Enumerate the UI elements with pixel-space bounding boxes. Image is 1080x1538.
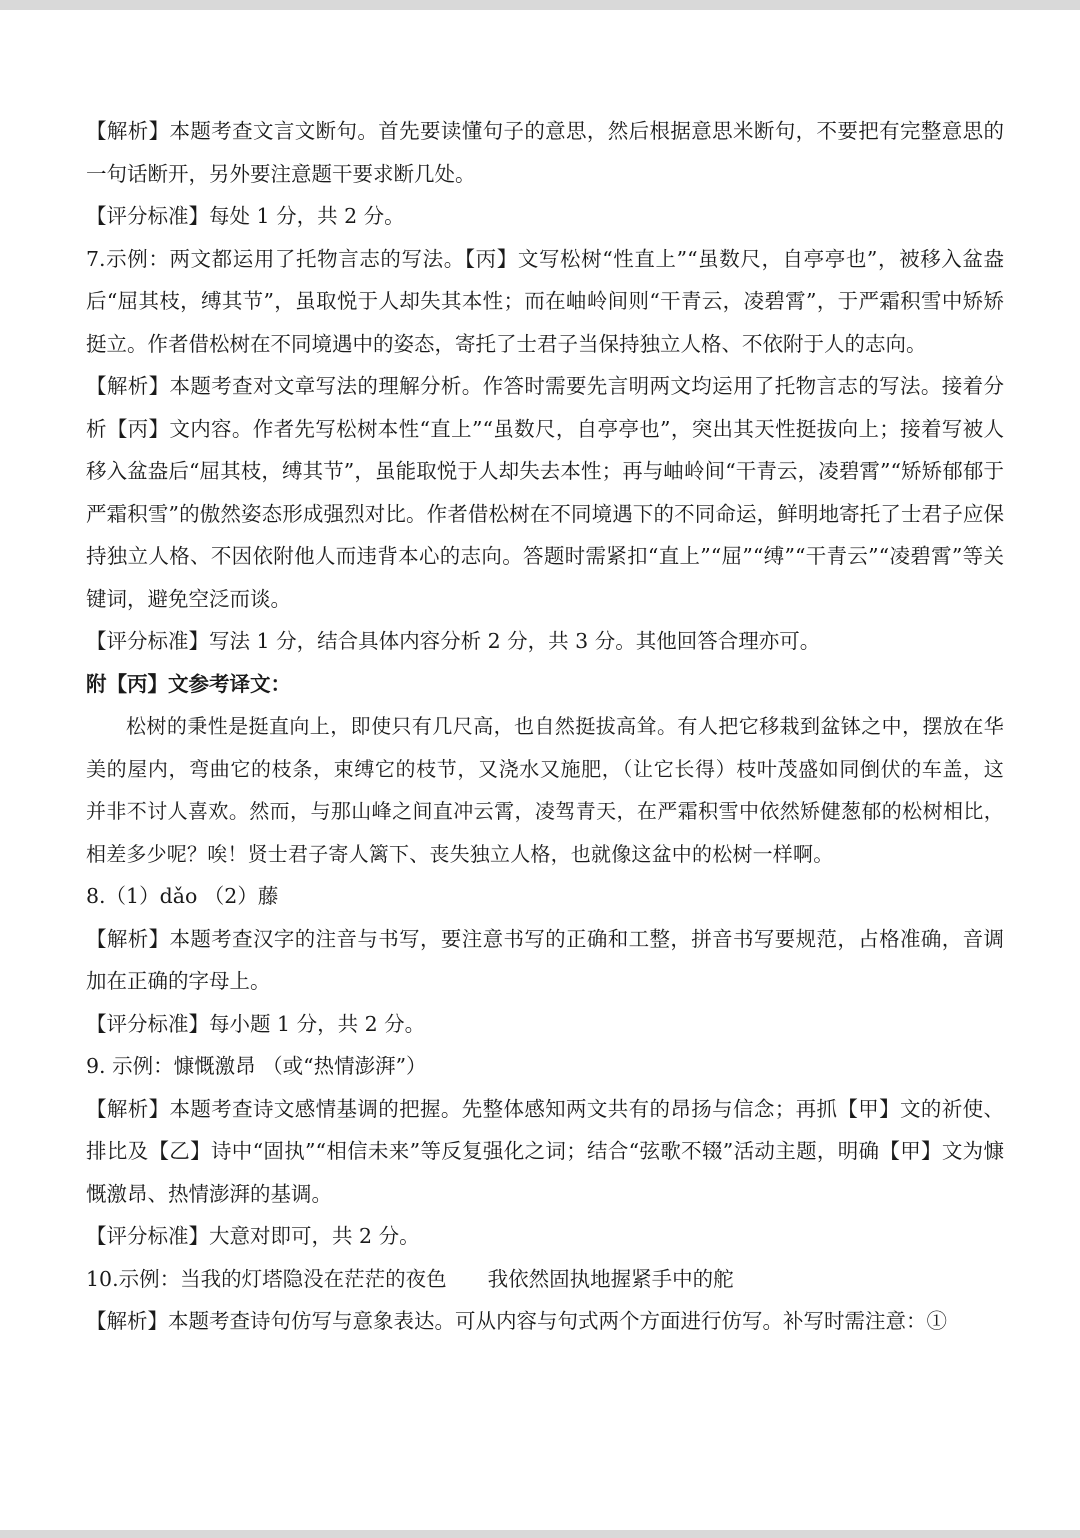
paragraph-q6-analysis: 【解析】本题考查文言文断句。首先要读懂句子的意思，然后根据意思米断句，不要把有完整意思的一句话断开，另外要注意题干要求断几处。 bbox=[86, 119, 1004, 186]
paragraph-q6-scoring: 【评分标准】每处 1 分，共 2 分。 bbox=[86, 204, 405, 228]
bottom-border-strip bbox=[0, 1530, 1080, 1538]
paragraph-q8-analysis: 【解析】本题考查汉字的注音与书写，要注意书写的正确和工整，拼音书写要规范，占格准确，音调加在正确的字母上。 bbox=[86, 926, 1004, 993]
paragraph-q7-analysis: 【解析】本题考查对文章写法的理解分析。作答时需要先言明两文均运用了托物言志的写法。接着分析【丙】文内容。作者先写松树本性“直上”“虽数尺，自亭亭也”，突出其天性挺拔向上；接着写被人移入盆盎后“屈其枝，缚其节”，虽能取悦于人却失去本性；再与岫岭间“干青云，凌碧霄”“矫矫郁郁于严霜积雪”的傲然姿态形成强烈对比。作者借松树在不同境遇下的不同命运，鲜明地寄托了士君子应保持独立人格、不因依附他人而违背本心的志向。答题时需紧扣“直上”“屈”“缚”“干青云”“凌碧霄”等关键词，避免空泛而谈。 bbox=[86, 374, 1004, 611]
paragraph-q10-analysis: 【解析】本题考查诗句仿写与意象表达。可从内容与句式两个方面进行仿写。补写时需注意：① bbox=[86, 1309, 947, 1333]
top-border-strip bbox=[0, 0, 1080, 10]
paragraph-translation-body: 松树的秉性是挺直向上，即使只有几尺高，也自然挺拔高耸。有人把它移栽到盆钵之中，摆放在华美的屋内，弯曲它的枝条，束缚它的枝节，又浇水又施肥，（让它长得）枝叶茂盛如同倒伏的车盖，这并非不讨人喜欢。然而，与那山峰之间直冲云霄，凌驾青天，在严霜积雪中依然矫健葱郁的松树相比，相差多少呢？唉！贤士君子寄人篱下、丧失独立人格，也就像这盆中的松树一样啊。 bbox=[86, 714, 1004, 866]
paragraph-q9-scoring: 【评分标准】大意对即可，共 2 分。 bbox=[86, 1224, 420, 1248]
document-page bbox=[86, 110, 1004, 1343]
paragraph-q8-answer: 8.（1）dǎo （2）藤 bbox=[86, 884, 279, 908]
paragraph-q7-scoring: 【评分标准】写法 1 分，结合具体内容分析 2 分，共 3 分。其他回答合理亦可。 bbox=[86, 629, 821, 653]
paragraph-q10-answer: 10.示例：当我的灯塔隐没在茫茫的夜色 我依然固执地握紧手中的舵 bbox=[86, 1266, 734, 1291]
paragraph-q9-analysis: 【解析】本题考查诗文感情基调的把握。先整体感知两文共有的昂扬与信念；再抓【甲】文的祈使、排比及【乙】诗中“固执”“相信未来”等反复强化之词；结合“弦歌不辍”活动主题，明确【甲】文为慷慨激昂、热情澎湃的基调。 bbox=[86, 1096, 1004, 1206]
paragraph-q8-scoring: 【评分标准】每小题 1 分，共 2 分。 bbox=[86, 1011, 426, 1036]
paragraph-q9-answer: 9. 示例：慷慨激昂 （或“热情澎湃”） bbox=[86, 1054, 427, 1078]
paragraph-q7-answer: 7.示例：两文都运用了托物言志的写法。【丙】文写松树“性直上”“虽数尺，自亭亭也”，被移入盆盎后“屈其枝，缚其节”，虽取悦于人却失其本性；而在岫岭间则“干青云，凌碧霄”，于严霜积雪中矫矫挺立。作者借松树在不同境遇中的姿态，寄托了士君子当保持独立人格、不依附于人的志向。 bbox=[86, 246, 1004, 356]
paragraph-translation-heading: 附【丙】文参考译文： bbox=[86, 671, 291, 696]
